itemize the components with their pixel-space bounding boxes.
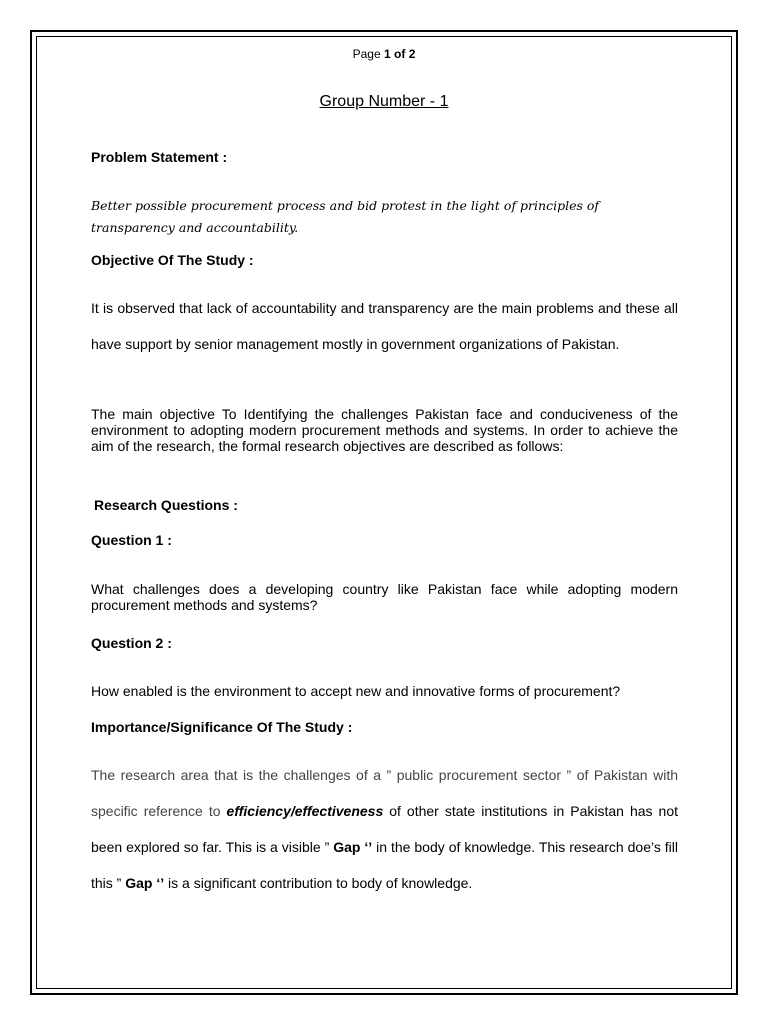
page-title: Group Number - 1 (319, 93, 449, 110)
problem-statement-text: Better possible procurement process and bid protest in the light of principles of transparency and accountability. (91, 198, 600, 235)
gap-term-2: Gap ‘’ (125, 875, 165, 891)
question-2-text: How enabled is the environment to accept new and innovative forms of procurement? (91, 683, 621, 699)
research-questions-heading: Research Questions : (94, 497, 238, 513)
importance-text-2: of other state institutions in Pakistan has not been explored so far. This is a visible ” (91, 803, 679, 855)
problem-statement-heading: Problem Statement : (91, 149, 228, 165)
objective-paragraph-1: It is observed that lack of accountability and transparency are the main problems and these all have support by senior management mostly in government organizations of Pakistan. (91, 300, 678, 352)
importance-text-1: The research area that is the challenges of a ” public procurement sector ” of Pakistan with specific reference to (91, 767, 678, 819)
question-1-heading: Question 1 : (91, 532, 172, 548)
objective-heading: Objective Of The Study : (91, 252, 254, 268)
importance-text-3: in the body of knowledge. This research doe’s fill this ” (91, 839, 679, 891)
importance-heading: Importance/Significance Of The Study : (91, 719, 353, 735)
importance-emphasis: efficiency/effectiveness (226, 803, 384, 819)
question-2-heading: Question 2 : (91, 635, 172, 651)
importance-paragraph (91, 757, 678, 901)
question-1-text: What challenges does a developing country like Pakistan face while adopting modern procurement methods and systems? (91, 581, 678, 613)
gap-term-1: Gap ‘’ (333, 839, 373, 855)
objective-paragraph-2: The main objective To Identifying the challenges Pakistan face and conduciveness of the environment to adopting modern procurement methods and systems. In order to achieve the aim of the research, the formal research objectives are described as follows: (91, 406, 678, 454)
importance-text-4: is a significant contribution to body of knowledge. (168, 875, 473, 891)
page-number: Page 1 of 2 (352, 47, 416, 61)
